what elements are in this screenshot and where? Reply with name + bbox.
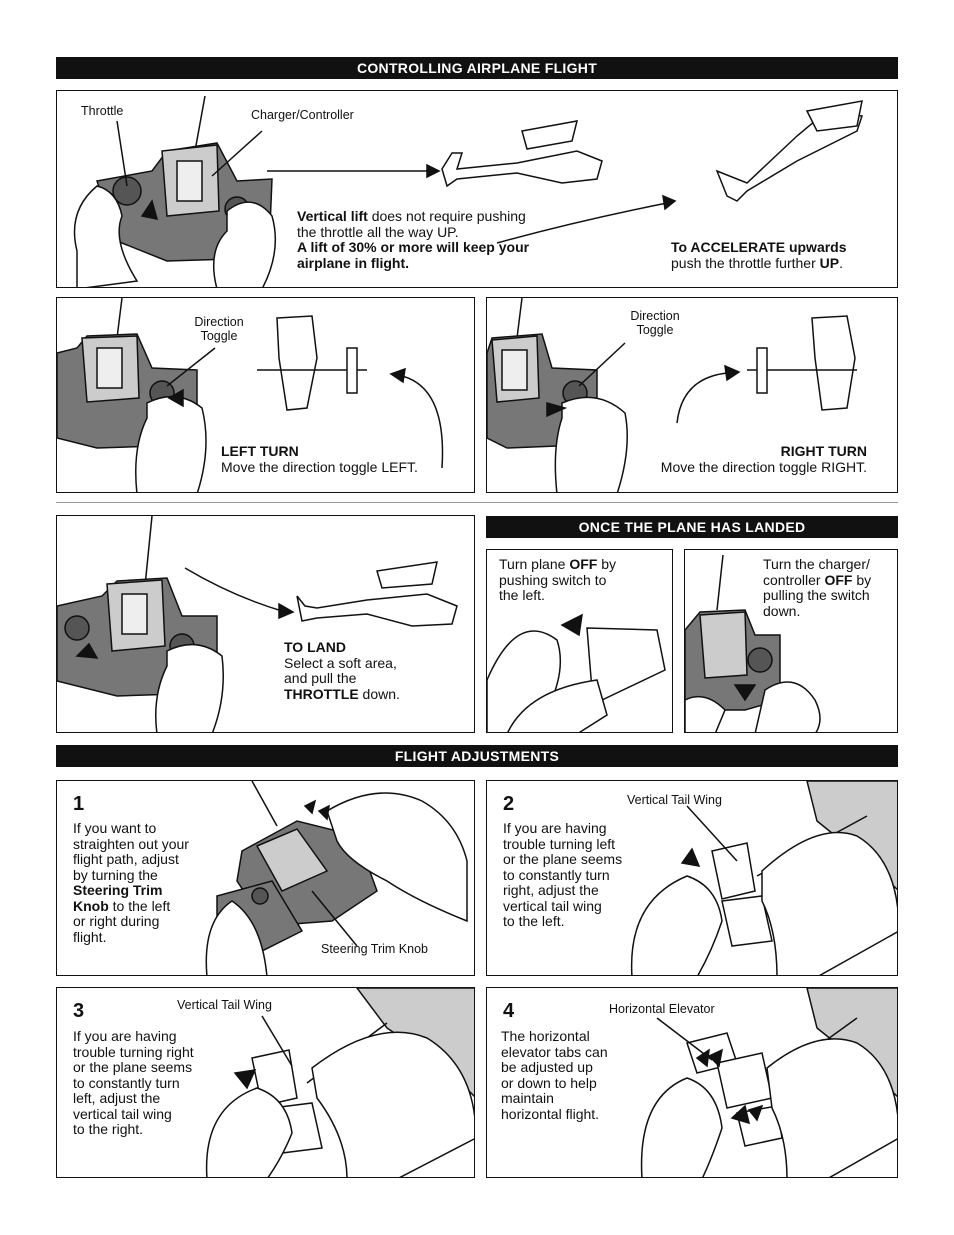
left-turn-text: LEFT TURN Move the direction toggle LEFT. xyxy=(221,443,418,475)
panel-left-turn xyxy=(56,297,475,493)
step-number-1: 1 xyxy=(73,793,85,815)
section-header-landed: ONCE THE PLANE HAS LANDED xyxy=(486,516,898,538)
step-number-4: 4 xyxy=(503,1000,515,1022)
panel-adjustment-2 xyxy=(486,780,898,976)
label-direction-toggle-right: Direction Toggle xyxy=(630,309,680,337)
section-header-adjustments: FLIGHT ADJUSTMENTS xyxy=(56,745,898,767)
label-charger-controller: Charger/Controller xyxy=(251,108,354,122)
right-turn-text: RIGHT TURN Move the direction toggle RIGHT. xyxy=(660,443,867,475)
panel-adjustment-1 xyxy=(56,780,475,976)
panel-controller-off xyxy=(684,549,898,733)
label-steering-trim-knob: Steering Trim Knob xyxy=(321,942,428,956)
panel-to-land xyxy=(56,515,475,733)
adjustment-1-text: If you want to straighten out your flight path, adjust by turning the Steering Trim Knob to the left or right during flight. xyxy=(73,820,189,945)
section-header-controlling: CONTROLLING AIRPLANE FLIGHT xyxy=(56,57,898,79)
vertical-lift-text: Vertical lift does not require pushing the throttle all the way UP. A lift of 30% or more will keep your airplane in flight. xyxy=(297,208,530,271)
controller-off-text: Turn the charger/ controller OFF by pulling the switch down. xyxy=(763,556,872,619)
label-horizontal-elevator: Horizontal Elevator xyxy=(609,1002,715,1016)
accelerate-text: To ACCELERATE upwards push the throttle further UP. xyxy=(671,239,847,271)
step-number-3: 3 xyxy=(73,1000,85,1022)
adjustment-2-text: If you are having trouble turning left or the plane seems to constantly turn right, adjust the vertical tail wing to the left. xyxy=(503,820,623,929)
to-land-text: TO LAND Select a soft area, and pull the THROTTLE down. xyxy=(284,639,400,702)
panel-plane-off xyxy=(486,549,673,733)
label-throttle: Throttle xyxy=(81,104,124,118)
label-vertical-tail-wing-2: Vertical Tail Wing xyxy=(627,793,722,807)
step-number-2: 2 xyxy=(503,793,515,815)
adjustment-4-text: The horizontal elevator tabs can be adjusted up or down to help maintain horizontal flight. xyxy=(501,1028,608,1122)
panel-adjustment-3 xyxy=(56,987,475,1178)
adjustment-3-text: If you are having trouble turning right or the plane seems to constantly turn left, adjust the vertical tail wing to the right. xyxy=(73,1028,194,1137)
label-vertical-tail-wing-3: Vertical Tail Wing xyxy=(177,998,272,1012)
panel-adjustment-4 xyxy=(486,987,898,1178)
section-divider xyxy=(56,502,898,503)
panel-right-turn xyxy=(486,297,898,493)
plane-off-text: Turn plane OFF by pushing switch to the left. xyxy=(499,556,616,603)
label-direction-toggle-left: Direction Toggle xyxy=(194,315,244,343)
panel-vertical-lift xyxy=(56,90,898,288)
